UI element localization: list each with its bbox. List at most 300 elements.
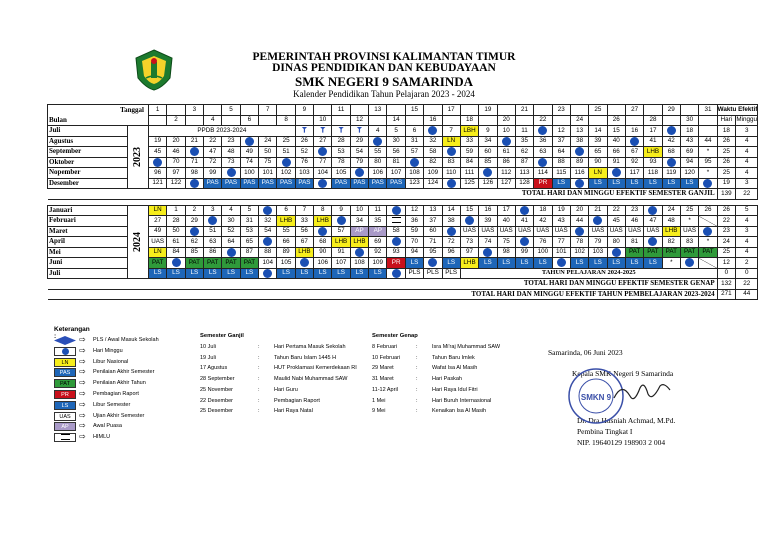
sunday-dot-icon	[465, 216, 474, 225]
sunday-dot-icon	[648, 237, 657, 246]
day-header-cell: 8	[277, 115, 295, 126]
sunday-cell	[515, 237, 533, 248]
day-cell: 39	[479, 216, 497, 227]
day-cell: LN	[442, 136, 460, 147]
day-header-cell	[369, 115, 387, 126]
day-cell: 17	[497, 205, 515, 216]
sunday-cell	[185, 147, 203, 158]
sunday-cell	[589, 216, 607, 227]
day-cell: 6	[405, 126, 423, 137]
sunday-dot-icon	[300, 258, 309, 267]
day-cell: 66	[277, 237, 295, 248]
day-header-cell	[424, 105, 442, 116]
day-header-cell	[644, 105, 662, 116]
sunday-dot-icon	[538, 158, 547, 167]
sunday-cell	[167, 258, 185, 269]
day-cell: 38	[442, 216, 460, 227]
day-cell: 29	[185, 216, 203, 227]
day-cell: 30	[222, 216, 240, 227]
sunday-dot-icon	[263, 206, 272, 215]
day-header-cell	[460, 105, 478, 116]
day-cell: 104	[259, 258, 277, 269]
day-cell: 26	[699, 205, 717, 216]
day-cell: 120	[680, 168, 698, 179]
day-cell: 109	[369, 258, 387, 269]
day-cell: 81	[625, 237, 643, 248]
day-header-cell	[589, 115, 607, 126]
day-cell: 40	[497, 216, 515, 227]
day-cell: 86	[204, 247, 222, 258]
sunday-cell	[259, 237, 277, 248]
day-cell: PAT	[699, 247, 717, 258]
event-name: Hari Raya Idul Fitri	[432, 386, 478, 393]
day-cell: LS	[240, 268, 258, 279]
legend-swatch	[54, 433, 76, 442]
day-cell: PAS	[259, 178, 277, 189]
effective-weeks: 4	[736, 237, 758, 248]
legend-swatch: PAS	[54, 368, 76, 377]
effective-weeks: 0	[736, 268, 758, 279]
signature-place-date: Samarinda, 06 Juni 2023	[548, 348, 623, 357]
legend-swatch: UAS	[54, 412, 76, 421]
sunday-dot-icon	[392, 269, 401, 278]
day-cell: *	[699, 237, 717, 248]
day-cell: 117	[625, 168, 643, 179]
day-cell: PAT	[625, 247, 643, 258]
day-cell: LS	[515, 258, 533, 269]
sunday-cell	[534, 126, 552, 137]
sunday-dot-icon	[703, 179, 712, 188]
day-header-cell: 10	[314, 115, 332, 126]
event-colon: :	[416, 365, 418, 372]
day-cell: 82	[662, 237, 680, 248]
sunday-cell	[442, 178, 460, 189]
day-cell: 70	[167, 157, 185, 168]
day-cell: 66	[607, 147, 625, 158]
day-header-cell	[277, 105, 295, 116]
sunday-cell	[607, 168, 625, 179]
day-cell: UAS	[589, 226, 607, 237]
day-cell: 123	[405, 178, 423, 189]
day-cell: 68	[662, 147, 680, 158]
day-cell: LHB	[295, 247, 313, 258]
event-colon: :	[258, 354, 260, 361]
sunday-dot-icon	[575, 179, 584, 188]
signature-name: Dr. Dra Husniah Achmad, M.Pd.	[577, 416, 676, 425]
month-name: Oktober	[48, 157, 128, 168]
sunday-dot-icon	[263, 237, 272, 246]
header-government: PEMERINTAH PROVINSI KALIMANTAN TIMUR	[252, 51, 516, 63]
effective-days-header: Hari	[717, 115, 735, 126]
day-cell: 64	[552, 147, 570, 158]
day-cell: 9	[479, 126, 497, 137]
event-date: 25 November	[200, 386, 234, 393]
day-cell: 33	[460, 136, 478, 147]
day-cell: UAS	[460, 226, 478, 237]
school-start-marker-icon	[301, 127, 307, 133]
day-cell: 22	[204, 136, 222, 147]
sunday-dot-icon	[208, 216, 217, 225]
day-cell: 52	[295, 147, 313, 158]
day-cell: 75	[259, 157, 277, 168]
day-cell: 67	[295, 237, 313, 248]
sunday-cell	[185, 178, 203, 189]
day-cell: 74	[479, 237, 497, 248]
effective-days: 25	[717, 147, 735, 158]
day-cell: 14	[442, 205, 460, 216]
day-cell: PAS	[332, 178, 350, 189]
day-cell: 30	[387, 136, 405, 147]
day-cell: 110	[442, 168, 460, 179]
day-cell: LHB	[662, 226, 680, 237]
legend-swatch: LS	[54, 401, 76, 410]
day-cell: 93	[387, 247, 405, 258]
day-cell: LS	[277, 268, 295, 279]
day-cell: 90	[589, 157, 607, 168]
day-cell: 11	[515, 126, 533, 137]
legend-swatch: AP	[54, 422, 76, 431]
arrow-right-icon: ⇨	[79, 367, 86, 377]
day-header-cell	[222, 115, 240, 126]
day-cell: 40	[607, 136, 625, 147]
day-header-cell	[295, 115, 313, 126]
day-header-cell: 4	[204, 115, 222, 126]
day-header-cell	[405, 115, 423, 126]
day-cell: 107	[332, 258, 350, 269]
day-header-cell	[442, 115, 460, 126]
day-header-cell: 20	[497, 115, 515, 126]
day-cell: 126	[479, 178, 497, 189]
sunday-cell	[222, 247, 240, 258]
day-cell: 16	[625, 126, 643, 137]
day-cell: 11	[369, 205, 387, 216]
effective-time-header: Waktu Efektif	[717, 105, 758, 116]
day-cell	[332, 126, 350, 137]
sunday-cell	[240, 136, 258, 147]
day-header-cell	[497, 105, 515, 116]
event-date: 22 Desember	[200, 397, 234, 404]
semester-ganjil-total-weeks: 22	[736, 189, 758, 200]
day-cell: LS	[625, 258, 643, 269]
day-cell: 79	[589, 237, 607, 248]
himlu-bar-icon	[392, 217, 401, 223]
day-cell: 88	[552, 157, 570, 168]
day-cell: 34	[350, 216, 368, 227]
corner-bulan: Bulan	[48, 115, 149, 126]
sunday-dot-icon	[520, 206, 529, 215]
day-cell: 57	[332, 226, 350, 237]
day-cell: 35	[515, 136, 533, 147]
day-cell: 62	[185, 237, 203, 248]
day-cell: *	[680, 216, 698, 227]
day-cell: 59	[405, 226, 423, 237]
sunday-dot-icon	[392, 206, 401, 215]
event-name: Hari Guru	[274, 386, 298, 393]
sunday-dot-icon	[282, 158, 291, 167]
day-header-cell	[699, 115, 717, 126]
day-cell: 91	[332, 247, 350, 258]
day-cell: LS	[314, 268, 332, 279]
sunday-dot-icon	[355, 248, 364, 257]
signature-rank: Pembina Tingkat I	[577, 427, 633, 436]
header-row-odd	[48, 105, 758, 116]
event-colon: :	[416, 386, 418, 393]
day-cell: 102	[570, 247, 588, 258]
day-cell: 5	[387, 126, 405, 137]
day-cell: LN	[149, 205, 167, 216]
legend-text: PLS / Awal Masuk Sekolah	[93, 337, 159, 343]
day-cell: PAT	[185, 258, 203, 269]
genap-title: Semester Genap	[372, 333, 418, 339]
day-cell: 18	[534, 205, 552, 216]
day-cell: LS	[680, 178, 698, 189]
day-cell: 63	[204, 237, 222, 248]
sunday-dot-icon	[593, 216, 602, 225]
day-cell: PAT	[644, 247, 662, 258]
day-cell: LS	[589, 178, 607, 189]
day-cell: 73	[222, 157, 240, 168]
day-cell: PLS	[405, 268, 423, 279]
arrow-right-icon: ⇨	[79, 410, 86, 420]
day-cell: LS	[570, 258, 588, 269]
day-cell: LHB	[644, 147, 662, 158]
legend-swatch: LN	[54, 358, 76, 367]
day-cell: 21	[185, 136, 203, 147]
day-cell: LS	[204, 268, 222, 279]
sunday-dot-icon	[612, 168, 621, 177]
day-cell: *	[662, 258, 680, 269]
month-row	[48, 258, 758, 269]
day-cell: 42	[534, 216, 552, 227]
legend-title: Keterangan :	[54, 326, 90, 340]
day-cell: 46	[167, 147, 185, 158]
day-header-cell	[662, 115, 680, 126]
day-cell: LHB	[350, 237, 368, 248]
day-header-cell: 31	[699, 105, 717, 116]
day-cell: 65	[240, 237, 258, 248]
day-cell: 7	[442, 126, 460, 137]
sunday-cell	[680, 258, 698, 269]
day-cell: 75	[497, 237, 515, 248]
day-cell: 106	[314, 258, 332, 269]
day-cell: 23	[625, 205, 643, 216]
corner-tanggal: Tanggal	[48, 105, 149, 116]
day-cell: 38	[570, 136, 588, 147]
day-header-cell: 30	[680, 115, 698, 126]
sunday-dot-icon	[538, 126, 547, 135]
arrow-right-icon: ⇨	[79, 432, 86, 442]
sunday-cell	[497, 136, 515, 147]
day-cell: 97	[460, 247, 478, 258]
day-cell: 37	[424, 216, 442, 227]
event-name: Wafat Isa Al Masih	[432, 365, 478, 372]
school-start-marker-icon	[338, 127, 344, 133]
day-cell: LS	[369, 268, 387, 279]
day-cell: 97	[167, 168, 185, 179]
day-header-cell: 26	[607, 115, 625, 126]
day-cell: 102	[277, 168, 295, 179]
day-cell: 42	[662, 136, 680, 147]
effective-days: 25	[717, 168, 735, 179]
day-cell: 44	[570, 216, 588, 227]
day-cell: PAT	[662, 247, 680, 258]
day-cell: 83	[442, 157, 460, 168]
day-cell: 95	[699, 157, 717, 168]
day-cell: 67	[625, 147, 643, 158]
day-cell: 39	[589, 136, 607, 147]
day-cell: 83	[680, 237, 698, 248]
day-cell: 100	[240, 168, 258, 179]
day-cell: 84	[167, 247, 185, 258]
day-cell: UAS	[149, 237, 167, 248]
day-cell: 53	[332, 147, 350, 158]
sunday-cell	[185, 226, 203, 237]
day-header-cell	[167, 105, 185, 116]
day-cell: 24	[662, 205, 680, 216]
day-cell: 46	[625, 216, 643, 227]
sunday-dot-icon	[557, 258, 566, 267]
effective-weeks: 4	[736, 157, 758, 168]
effective-days: 0	[717, 268, 735, 279]
day-cell: LS	[534, 258, 552, 269]
day-cell: 114	[534, 168, 552, 179]
sunday-cell	[552, 258, 570, 269]
day-cell: 49	[149, 226, 167, 237]
day-cell: 69	[680, 147, 698, 158]
effective-weeks: 4	[736, 247, 758, 258]
day-header-cell	[570, 105, 588, 116]
day-cell: 49	[240, 147, 258, 158]
arrow-right-icon: ⇨	[79, 421, 86, 431]
month-row	[48, 136, 758, 147]
day-cell: 50	[167, 226, 185, 237]
day-cell: LS	[222, 268, 240, 279]
event-name: Hari Raya Natal	[274, 408, 313, 415]
event-colon: :	[416, 408, 418, 415]
signature-scribble-icon	[612, 378, 672, 406]
day-cell: 65	[589, 147, 607, 158]
day-header-cell: 5	[222, 105, 240, 116]
month-row	[48, 178, 758, 189]
semester-genap-total-days: 132	[717, 279, 735, 290]
arrow-right-icon: ⇨	[79, 356, 86, 366]
day-cell: 13	[424, 205, 442, 216]
day-cell: 113	[515, 168, 533, 179]
day-cell: LN	[589, 168, 607, 179]
effective-weeks: 2	[736, 258, 758, 269]
day-cell: 68	[314, 237, 332, 248]
day-cell: UAS	[680, 226, 698, 237]
day-cell: PAS	[204, 178, 222, 189]
day-cell: PAS	[387, 178, 405, 189]
sunday-cell	[699, 226, 717, 237]
sunday-cell	[607, 247, 625, 258]
event-date: 10 Februari	[372, 354, 401, 361]
day-cell: 10	[497, 126, 515, 137]
day-cell: 52	[222, 226, 240, 237]
sunday-cell	[314, 178, 332, 189]
day-cell: 92	[625, 157, 643, 168]
sunday-cell	[424, 258, 442, 269]
day-cell: 19	[552, 205, 570, 216]
day-cell: 55	[369, 147, 387, 158]
day-cell: 94	[680, 157, 698, 168]
day-cell: 78	[570, 237, 588, 248]
effective-weeks: 4	[736, 168, 758, 179]
day-cell: 88	[259, 247, 277, 258]
legend-text: Awal Puasa	[93, 423, 122, 430]
sunday-dot-icon	[355, 168, 364, 177]
sunday-dot-icon	[190, 147, 199, 156]
document-header	[0, 0, 768, 105]
day-header-cell	[607, 105, 625, 116]
day-cell: 47	[204, 147, 222, 158]
day-cell: PAT	[680, 247, 698, 258]
year-text: 2023	[132, 147, 143, 167]
day-header-cell	[515, 115, 533, 126]
sunday-dot-icon	[575, 147, 584, 156]
month-name: Februari	[48, 216, 128, 227]
day-cell: 64	[222, 237, 240, 248]
sunday-cell	[387, 237, 405, 248]
day-cell: LHB	[314, 216, 332, 227]
day-cell: PLS	[442, 268, 460, 279]
day-cell: UAS	[607, 226, 625, 237]
effective-days: 19	[717, 178, 735, 189]
day-cell: 122	[167, 178, 185, 189]
effective-weeks: 5	[736, 205, 758, 216]
day-cell: PAS	[295, 178, 313, 189]
day-cell: LHB	[460, 258, 478, 269]
legend-swatch: PAT	[54, 379, 76, 388]
month-name: Nopember	[48, 168, 128, 179]
day-cell: LS	[589, 258, 607, 269]
day-cell: 98	[497, 247, 515, 258]
day-cell: 84	[460, 157, 478, 168]
day-cell: 85	[479, 157, 497, 168]
sunday-cell	[570, 178, 588, 189]
day-cell: LS	[625, 178, 643, 189]
sunday-cell	[332, 216, 350, 227]
sunday-cell	[644, 237, 662, 248]
day-cell: 54	[259, 226, 277, 237]
effective-days: 26	[717, 205, 735, 216]
signature-nip: NIP. 19640129 198903 2 004	[577, 438, 666, 447]
sunday-dot-icon	[263, 269, 272, 278]
day-cell: 81	[387, 157, 405, 168]
day-header-cell: 24	[570, 115, 588, 126]
day-header-cell: 21	[515, 105, 533, 116]
day-cell: 94	[405, 247, 423, 258]
day-cell: 12	[405, 205, 423, 216]
sunday-dot-icon	[318, 147, 327, 156]
day-header-cell: 22	[534, 115, 552, 126]
sunday-cell	[625, 136, 643, 147]
semester-genap-total-row	[48, 279, 758, 290]
day-cell	[699, 258, 717, 269]
day-cell: 112	[497, 168, 515, 179]
day-cell: 32	[424, 136, 442, 147]
day-cell: 115	[552, 168, 570, 179]
day-cell: 28	[167, 216, 185, 227]
day-cell: *	[699, 147, 717, 158]
day-header-cell: 12	[350, 115, 368, 126]
sunday-dot-icon	[373, 137, 382, 146]
day-header-cell	[149, 115, 167, 126]
semester-ganjil-total-days: 139	[717, 189, 735, 200]
effective-days: 23	[717, 226, 735, 237]
day-cell: LS	[497, 258, 515, 269]
